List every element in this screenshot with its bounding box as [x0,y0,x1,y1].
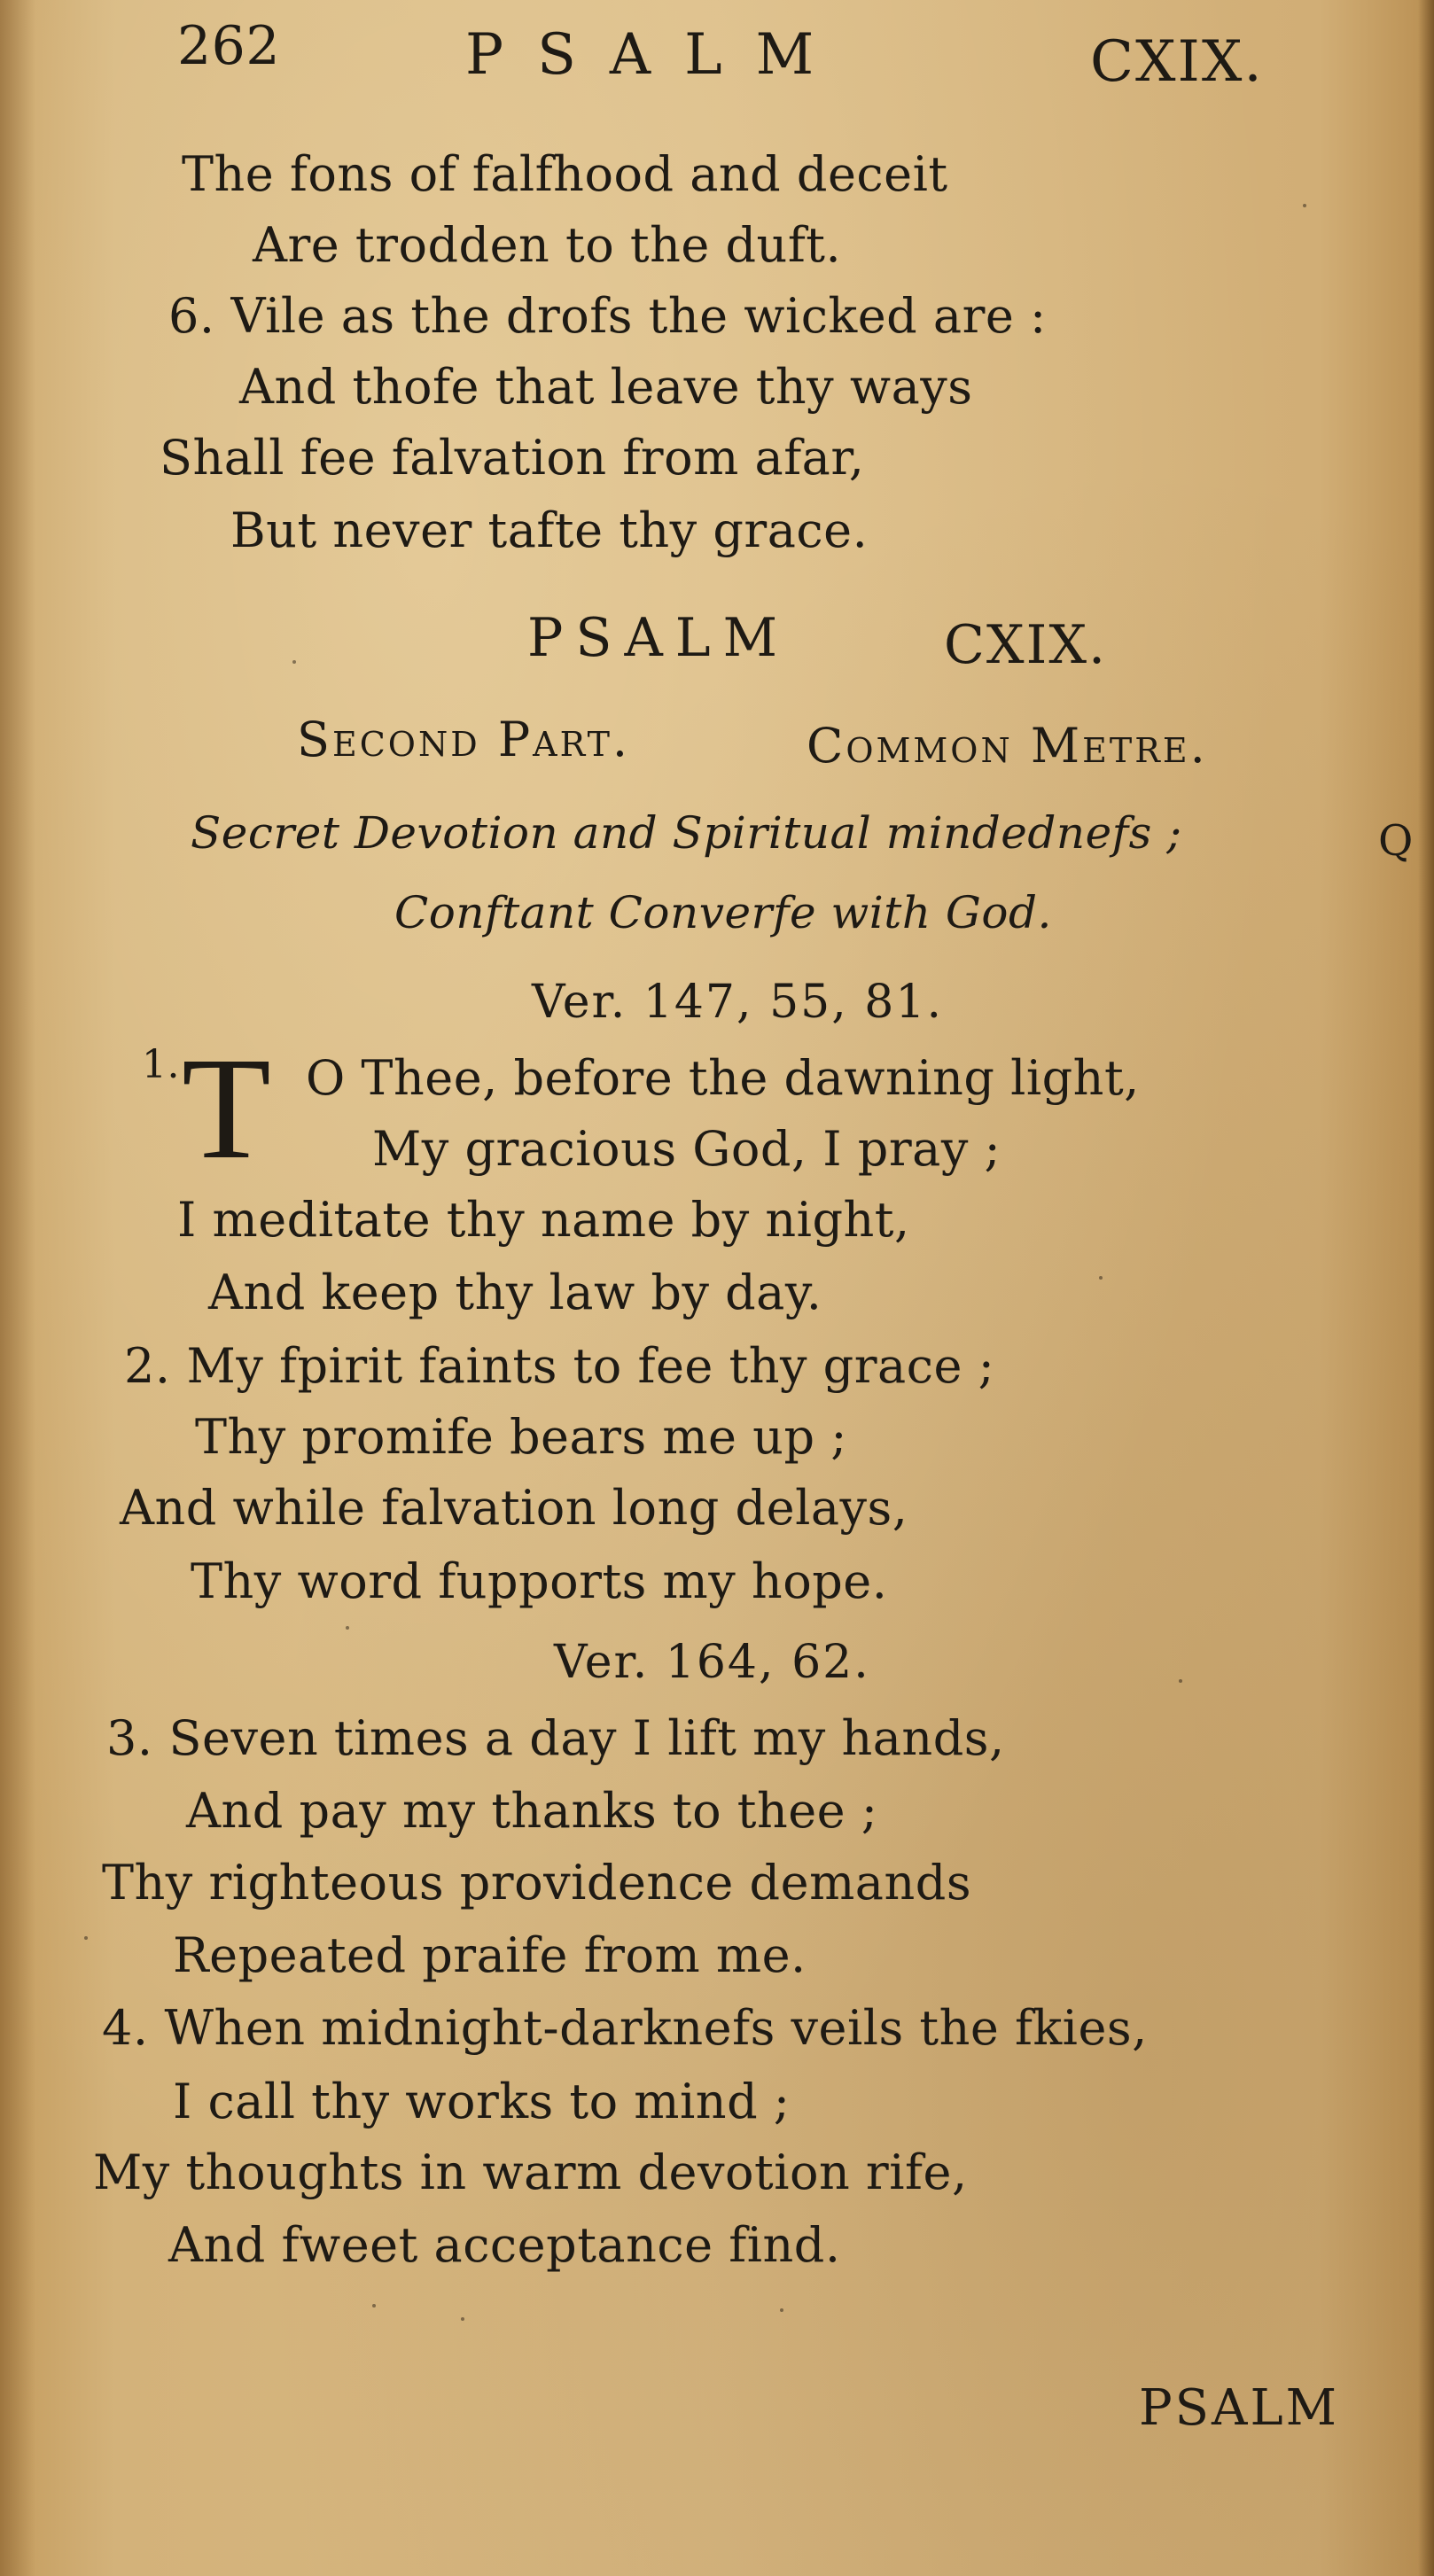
verse-line [102,2000,1148,2056]
verse-text: Seven times a day I lift my hands, [168,1710,1005,1766]
verse-line: And while falvation long delays, [120,1480,908,1536]
paper-speck [1303,204,1306,207]
paper-speck [1179,1679,1182,1683]
paper-speck [461,2317,464,2321]
paper-speck [292,660,296,664]
verse-line [106,1710,1005,1766]
verse-line [168,288,1047,344]
verse-line: But never tafte thy grace. [230,502,869,558]
verse-line: And pay my thanks to thee ; [186,1783,878,1839]
verse-line: I meditate thy name by night, [177,1192,910,1248]
stanza-number: 4. [102,2000,149,2056]
subject-line: Secret Devotion and Spiritual mindednefs ; [191,807,1182,859]
page-number: 262 [177,15,281,77]
verse-line: Thy word fupports my hope. [191,1553,888,1609]
page-spine-shadow [0,0,35,2576]
paper-speck [346,1626,349,1630]
running-header-psalm-number: CXIX. [1090,29,1264,95]
verse-line: Thy righteous providence demands [102,1855,972,1911]
verse-line: Repeated praife from me. [173,1927,807,1983]
running-header-title: PSALM [465,22,848,88]
verse-line: Shall fee falvation from afar, [160,430,865,486]
part-heading: Second Part. [297,712,631,767]
psalm-number: CXIX. [944,614,1108,676]
margin-fragment: Q [1378,816,1414,866]
page-edge-shadow [1418,0,1434,2576]
stanza-number: 1. [142,1042,180,1087]
verse-line: My gracious God, I pray ; [372,1121,1001,1177]
verse-text: Vile as the drofs the wicked are : [230,288,1047,344]
verse-line: Thy promife bears me up ; [195,1409,847,1465]
verse-line: And thofe that leave thy ways [239,359,973,415]
psalm-title: PSALM [527,607,791,669]
metre-heading: Common Metre. [807,718,1208,774]
verse-text: When midnight-darknefs veils the fkies, [164,2000,1148,2056]
verse-line: O Thee, before the dawning light, [306,1050,1140,1106]
verse-line [124,1338,995,1394]
subject-line: Conftant Converfe with God. [394,887,1052,938]
paper-speck [84,1936,88,1940]
paper-speck [372,2304,376,2308]
verse-line: And keep thy law by day. [208,1265,822,1320]
verse-reference: Ver. 147, 55, 81. [532,976,943,1029]
verse-number: 6. [168,288,215,344]
verse-line: I call thy works to mind ; [173,2074,791,2129]
verse-line: And fweet acceptance find. [168,2217,841,2273]
verse-line: Are trodden to the duft. [253,217,842,273]
verse-reference: Ver. 164, 62. [554,1636,870,1689]
stanza-number: 2. [124,1338,171,1394]
verse-line: The fons of falfhood and deceit [182,146,948,202]
verse-text: My fpirit faints to fee thy grace ; [186,1338,995,1394]
verse-line: My thoughts in warm devotion rife, [93,2144,968,2200]
paper-speck [1099,1276,1103,1280]
drop-cap: T [182,1027,271,1189]
paper-speck [780,2308,783,2312]
stanza-number: 3. [106,1710,153,1766]
catchword: PSALM [1139,2379,1340,2437]
